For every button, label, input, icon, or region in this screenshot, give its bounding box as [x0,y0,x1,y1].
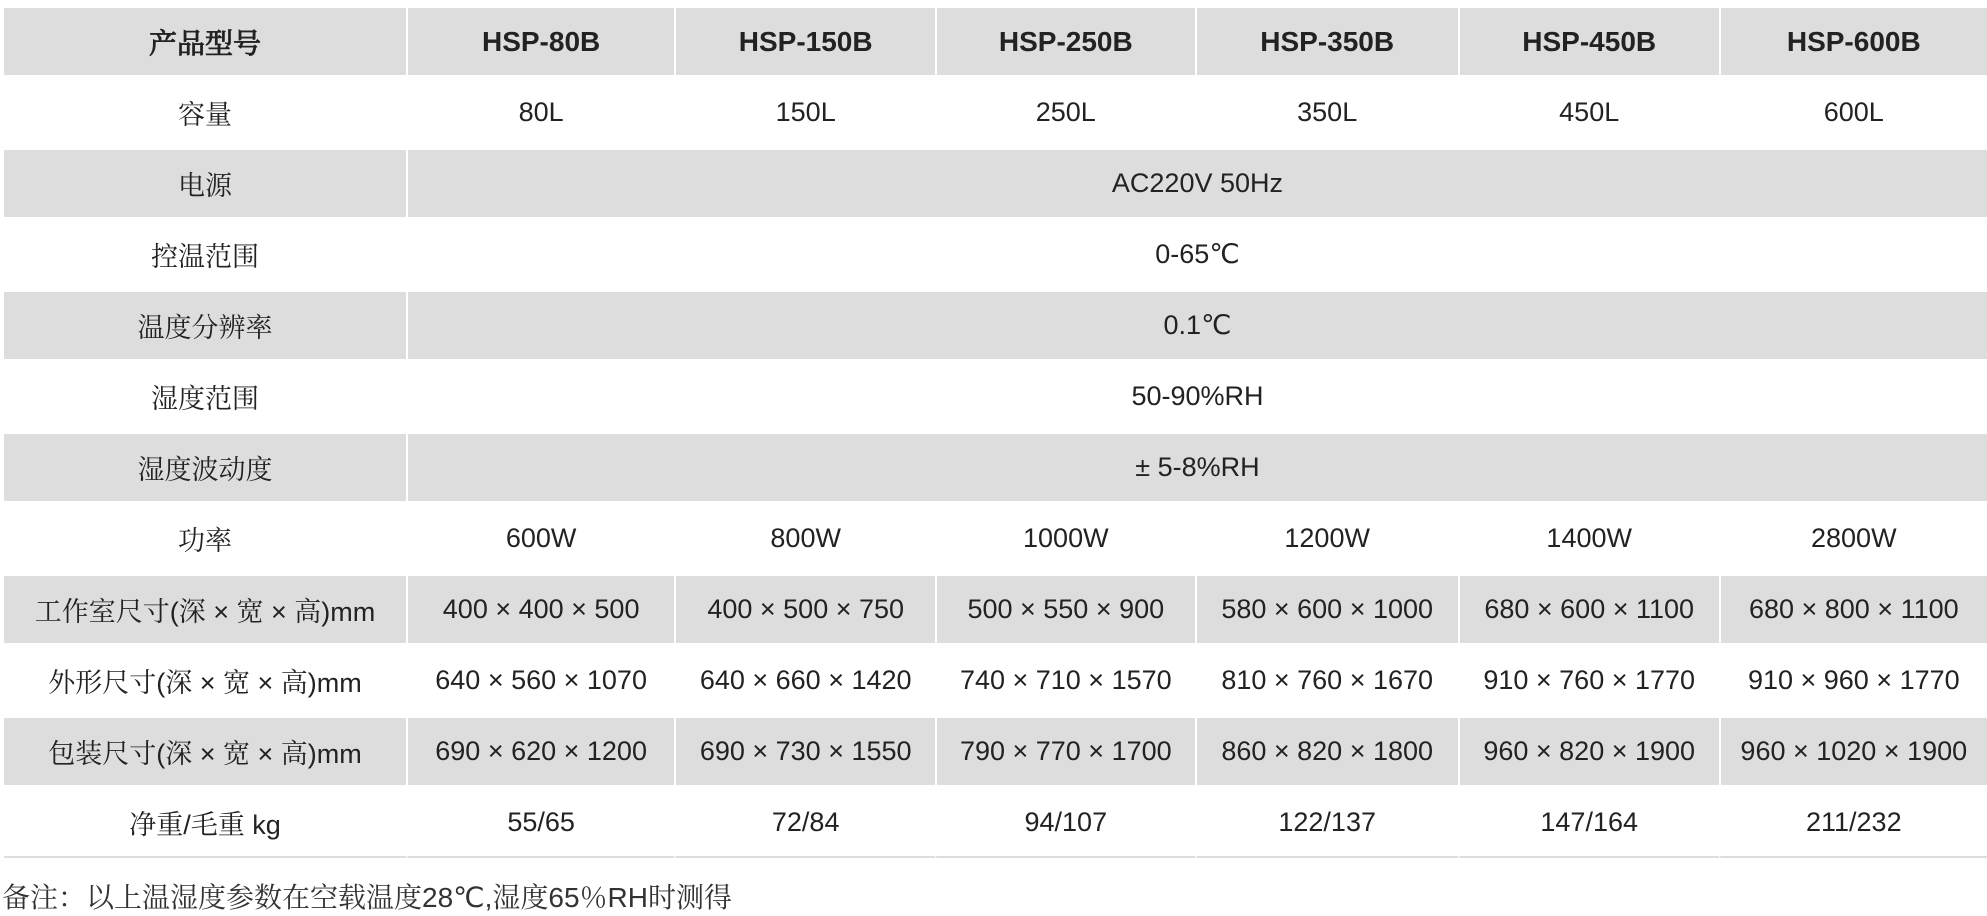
value-cell: 640 × 560 × 1070 [406,647,674,718]
row-label-cell: 湿度范围 [4,363,406,434]
table-row [4,150,1987,221]
table-row [4,718,1987,789]
header-model-cell: HSP-150B [674,8,935,79]
header-model-cell: HSP-600B [1719,8,1987,79]
value-cell: 350L [1195,79,1458,150]
value-cell: 400 × 400 × 500 [406,576,674,647]
spanning-value-cell: ± 5-8%RH [406,434,1987,505]
table-row [4,505,1987,576]
table-row [4,292,1987,363]
header-model-cell: HSP-450B [1458,8,1719,79]
row-label-cell: 工作室尺寸(深 × 宽 × 高)mm [4,576,406,647]
value-cell: 211/232 [1719,789,1987,858]
spec-table [4,8,1987,858]
spec-table-body [4,8,1987,858]
value-cell: 1200W [1195,505,1458,576]
table-row [4,576,1987,647]
value-cell: 790 × 770 × 1700 [935,718,1194,789]
value-cell: 740 × 710 × 1570 [935,647,1194,718]
row-label-cell: 净重/毛重 kg [4,789,406,858]
value-cell: 690 × 620 × 1200 [406,718,674,789]
value-cell: 80L [406,79,674,150]
value-cell: 580 × 600 × 1000 [1195,576,1458,647]
value-cell: 55/65 [406,789,674,858]
value-cell: 450L [1458,79,1719,150]
value-cell: 250L [935,79,1194,150]
table-row [4,221,1987,292]
header-model-cell: HSP-80B [406,8,674,79]
table-row [4,363,1987,434]
value-cell: 680 × 600 × 1100 [1458,576,1719,647]
spanning-value-cell: 50-90%RH [406,363,1987,434]
value-cell: 147/164 [1458,789,1719,858]
value-cell: 1400W [1458,505,1719,576]
value-cell: 860 × 820 × 1800 [1195,718,1458,789]
value-cell: 640 × 660 × 1420 [674,647,935,718]
table-header-row [4,8,1987,79]
row-label-cell: 控温范围 [4,221,406,292]
spanning-value-cell: AC220V 50Hz [406,150,1987,221]
row-label-cell: 电源 [4,150,406,221]
table-row [4,434,1987,505]
value-cell: 72/84 [674,789,935,858]
row-label-cell: 容量 [4,79,406,150]
value-cell: 800W [674,505,935,576]
value-cell: 2800W [1719,505,1987,576]
value-cell: 122/137 [1195,789,1458,858]
value-cell: 500 × 550 × 900 [935,576,1194,647]
value-cell: 680 × 800 × 1100 [1719,576,1987,647]
table-row [4,789,1987,858]
value-cell: 150L [674,79,935,150]
row-label-cell: 湿度波动度 [4,434,406,505]
value-cell: 910 × 760 × 1770 [1458,647,1719,718]
value-cell: 960 × 820 × 1900 [1458,718,1719,789]
header-model-cell: HSP-250B [935,8,1194,79]
value-cell: 600L [1719,79,1987,150]
value-cell: 400 × 500 × 750 [674,576,935,647]
value-cell: 600W [406,505,674,576]
value-cell: 910 × 960 × 1770 [1719,647,1987,718]
table-row [4,79,1987,150]
header-model-cell: HSP-350B [1195,8,1458,79]
row-label-cell: 温度分辨率 [4,292,406,363]
table-row [4,647,1987,718]
spanning-value-cell: 0-65℃ [406,221,1987,292]
footnote: 备注：以上温湿度参数在空载温度28℃,湿度65％RH时测得 [2,882,732,913]
row-label-cell: 包装尺寸(深 × 宽 × 高)mm [4,718,406,789]
spanning-value-cell: 0.1℃ [406,292,1987,363]
value-cell: 690 × 730 × 1550 [674,718,935,789]
header-label-cell: 产品型号 [4,8,406,79]
row-label-cell: 外形尺寸(深 × 宽 × 高)mm [4,647,406,718]
value-cell: 960 × 1020 × 1900 [1719,718,1987,789]
value-cell: 810 × 760 × 1670 [1195,647,1458,718]
value-cell: 1000W [935,505,1194,576]
value-cell: 94/107 [935,789,1194,858]
row-label-cell: 功率 [4,505,406,576]
